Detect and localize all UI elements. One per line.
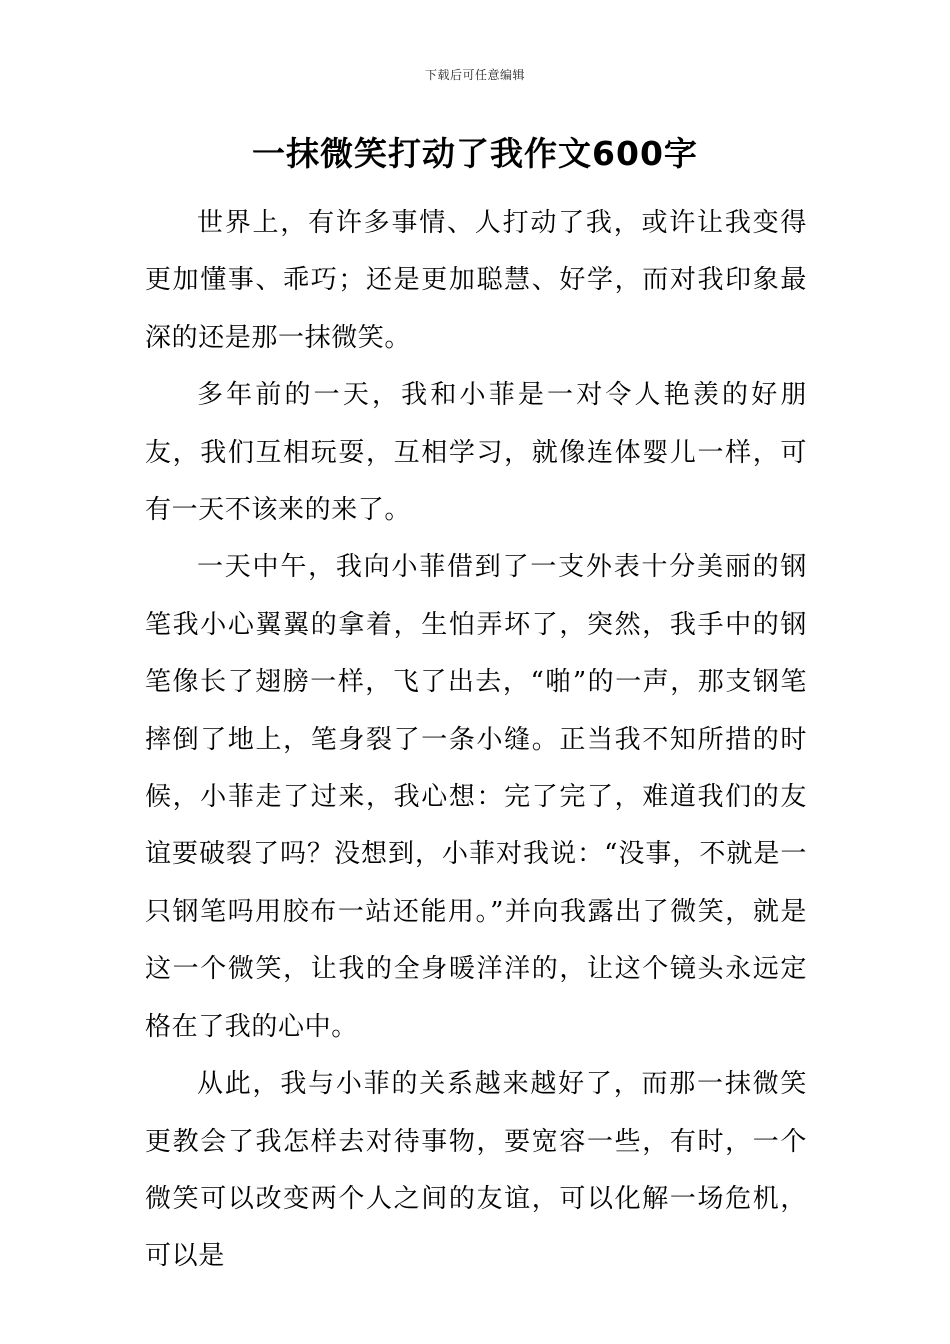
document-title: 一抹微笑打动了我作文600字 [252,134,698,173]
paragraph-1: 世界上，有许多事情、人打动了我，或许让我变得更加懂事、乖巧；还是更加聪慧、好学，而对我印象最深的还是那一抹微笑。 [145,208,807,353]
header-note: 下载后可任意编辑 [424,68,525,82]
paragraph-2: 多年前的一天，我和小菲是一对令人艳羡的好朋友，我们互相玩耍，互相学习，就像连体婴儿一样，可有一天不该来的来了。 [145,380,807,526]
document-body [145,195,807,1286]
paragraph-4: 从此，我与小菲的关系越来越好了，而那一抹微笑更教会了我怎样去对待事物，要宽容一些，有时，一个微笑可以改变两个人之间的友谊，可以化解一场危机，可以是 [145,1069,807,1272]
paragraph-3: 一天中午，我向小菲借到了一支外表十分美丽的钢笔我小心翼翼的拿着，生怕弄坏了，突然，我手中的钢笔像长了翅膀一样，飞了出去，“啪”的一声，那支钢笔摔倒了地上，笔身裂了一条小缝。正当我不知所措的时候，小菲走了过来，我心想：完了完了，难道我们的友谊要破裂了吗？没想到，小菲对我说：“没事，不就是一只钢笔吗用胶布一站还能用。”并向我露出了微笑，就是这一个微笑，让我的全身暖洋洋的，让这个镜头永远定格在了我的心中。 [145,552,807,1042]
